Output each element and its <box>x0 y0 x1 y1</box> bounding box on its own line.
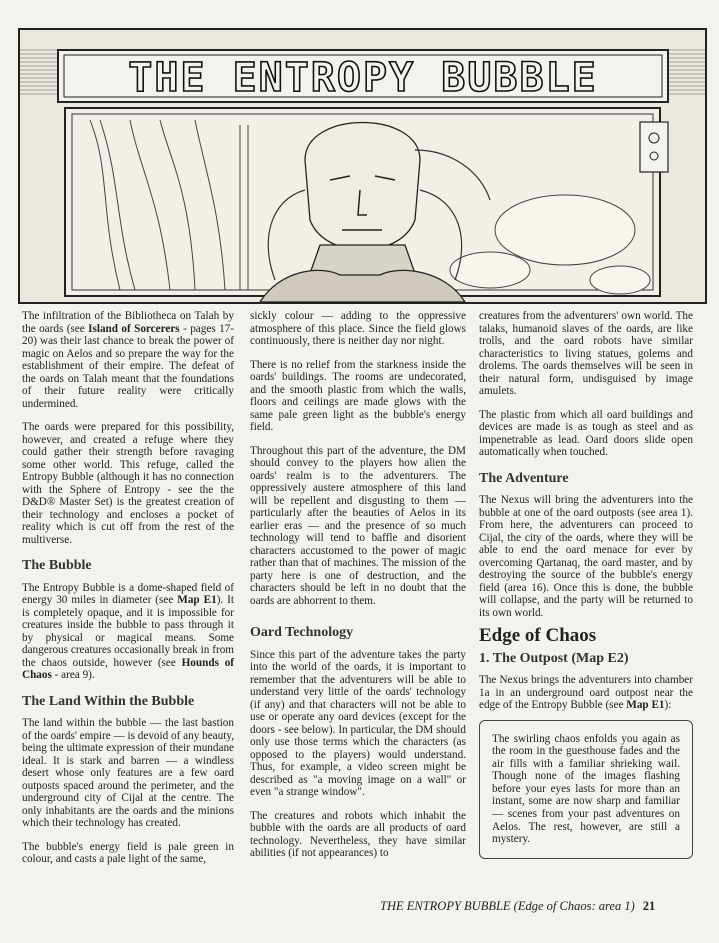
paragraph: Since this part of the adventure takes the party into the world of the oards, it is important to remember that the adventurers will be able to understand very little of the oards' technology (if any) and that characters will not be able to use or operate any oard devices (except for the doors - see below). In particular, the DM should only use those terms which the characters (as opposed to the players) would understand. Thus, for example, a video screen might be described as "a moving image on a wall" or even "a strange window". <box>250 648 466 798</box>
paragraph: The infiltration of the Bibliotheca on Talah by the oards (see Island of Sorcerers - pages 17-20) was their last chance to break the power of magic on Aelos and so prepare the way for the establishment of their empire. The defeat of the oards on Talah meant that the foundations of their future reality were critically undermined. <box>22 310 234 410</box>
heading-edge-of-chaos: Edge of Chaos <box>479 625 597 646</box>
paragraph: The land within the bubble — the last bastion of the oards' empire — is devoid of any beauty, being the ultimate expression of their mundane ideal. It is stark and barren — a windless desert whose only features are a few oard outposts spaced around the perimeter, and the underground city of Cijal at the centre. The only inhabitants are the oards and the minions which their technology has created. <box>22 717 234 829</box>
page-number: 21 <box>642 899 656 913</box>
paragraph: The oards were prepared for this possibility, however, and created a refuge where they could gather their strength before ravaging some other world. This refuge, called the Entropy Bubble (although it has no connection with the Sphere of Entropy - see the the D&D® Master Set) is the greatest creation of their technology and encloses a pocket of reality which is cut off from the rest of the multiverse. <box>22 421 234 546</box>
boxed-text: The swirling chaos enfolds you again as the room in the guesthouse fades and the air fills with a familiar shrieking wail. Though none of the images flashing before your eyes lasts for more than an instant, some are now sharp and familiar — scenes from your past adventures on Aelos. The rest, however, are still a mystery. <box>492 732 680 846</box>
heading-land-within: The Land Within the Bubble <box>22 693 195 709</box>
paragraph: The bubble's energy field is pale green in colour, and casts a pale light of the same, <box>22 840 234 865</box>
paragraph: There is no relief from the starkness inside the oards' buildings. The rooms are undecorated, and the smooth plastic from which the walls, floors and ceilings are made glows with the same pale green light as the bubble's energy field. <box>250 358 466 433</box>
heading-the-adventure: The Adventure <box>479 470 569 486</box>
paragraph: The Nexus will bring the adventurers into the bubble at one of the oard outposts (see area 1). From here, the adventurers can proceed to Cijal, the city of the oards, where they will be able to end the oard menace for ever by overcoming Qartanaq, the oard master, and by destroying the source of the bubble's energy field (area 16). Once this is done, the bubble will collapse, and the party will be returned to its own world. <box>479 494 693 619</box>
page-title: THE ENTROPY BUBBLE <box>128 55 598 101</box>
title-illustration <box>18 28 707 304</box>
paragraph: Throughout this part of the adventure, the DM should convey to the players how alien the oards' realm is to the adventurers. The oppressively austere atmosphere of this land will be repellent and disgusting to them — particularly after the beauties of Aelos in its earlier eras — and the presence of so much technology will tend to baffle and disorient characters accustomed to the power of magic rather than that of machines. The mission of the party here is one of destruction, and the characters should be left in no doubt that the oards are abhorrent to them. <box>250 444 466 607</box>
column-3 <box>479 310 693 859</box>
paragraph: The plastic from which all oard buildings and devices are made is as tough as steel and as impenetrable as lead. Oard doors slide open automatically when touched. <box>479 408 693 458</box>
footer-text: THE ENTROPY BUBBLE (Edge of Chaos: area 1) <box>380 899 635 913</box>
paragraph: creatures from the adventurers' own world. The talaks, humanoid slaves of the oards, are like trolls, and the oard robots have similar characteristics to living statues, golems and drolems. The oards themselves will be seen in their natural form, undisguised by image amulets. <box>479 310 693 397</box>
column-1 <box>22 310 234 877</box>
heading-the-outpost: 1. The Outpost (Map E2) <box>479 650 629 666</box>
paragraph: sickly colour — adding to the oppressive atmosphere of this place. Since the field glows continuously, there is neither day nor night. <box>250 310 466 347</box>
paragraph: The Nexus brings the adventurers into chamber 1a in an underground oard outpost near the edge of the Entropy Bubble (see Map E1): <box>479 674 693 711</box>
paragraph: The creatures and robots which inhabit the bubble with the oards are all products of oard technology. Nevertheless, they have similar abilities (if not appearances) to <box>250 809 466 859</box>
paragraph: The Entropy Bubble is a dome-shaped field of energy 30 miles in diameter (see Map E1). It is completely opaque, and it is impossible for creatures inside the bubble to pass through it by physical or magical means. Some dangerous creatures occasionally break in from the chaos outside, however (see Hounds of Chaos - area 9). <box>22 581 235 681</box>
read-aloud-box <box>479 720 693 859</box>
heading-oard-technology: Oard Technology <box>250 625 354 640</box>
page-footer <box>380 899 655 914</box>
column-2 <box>250 310 466 871</box>
heading-the-bubble: The Bubble <box>22 558 92 573</box>
